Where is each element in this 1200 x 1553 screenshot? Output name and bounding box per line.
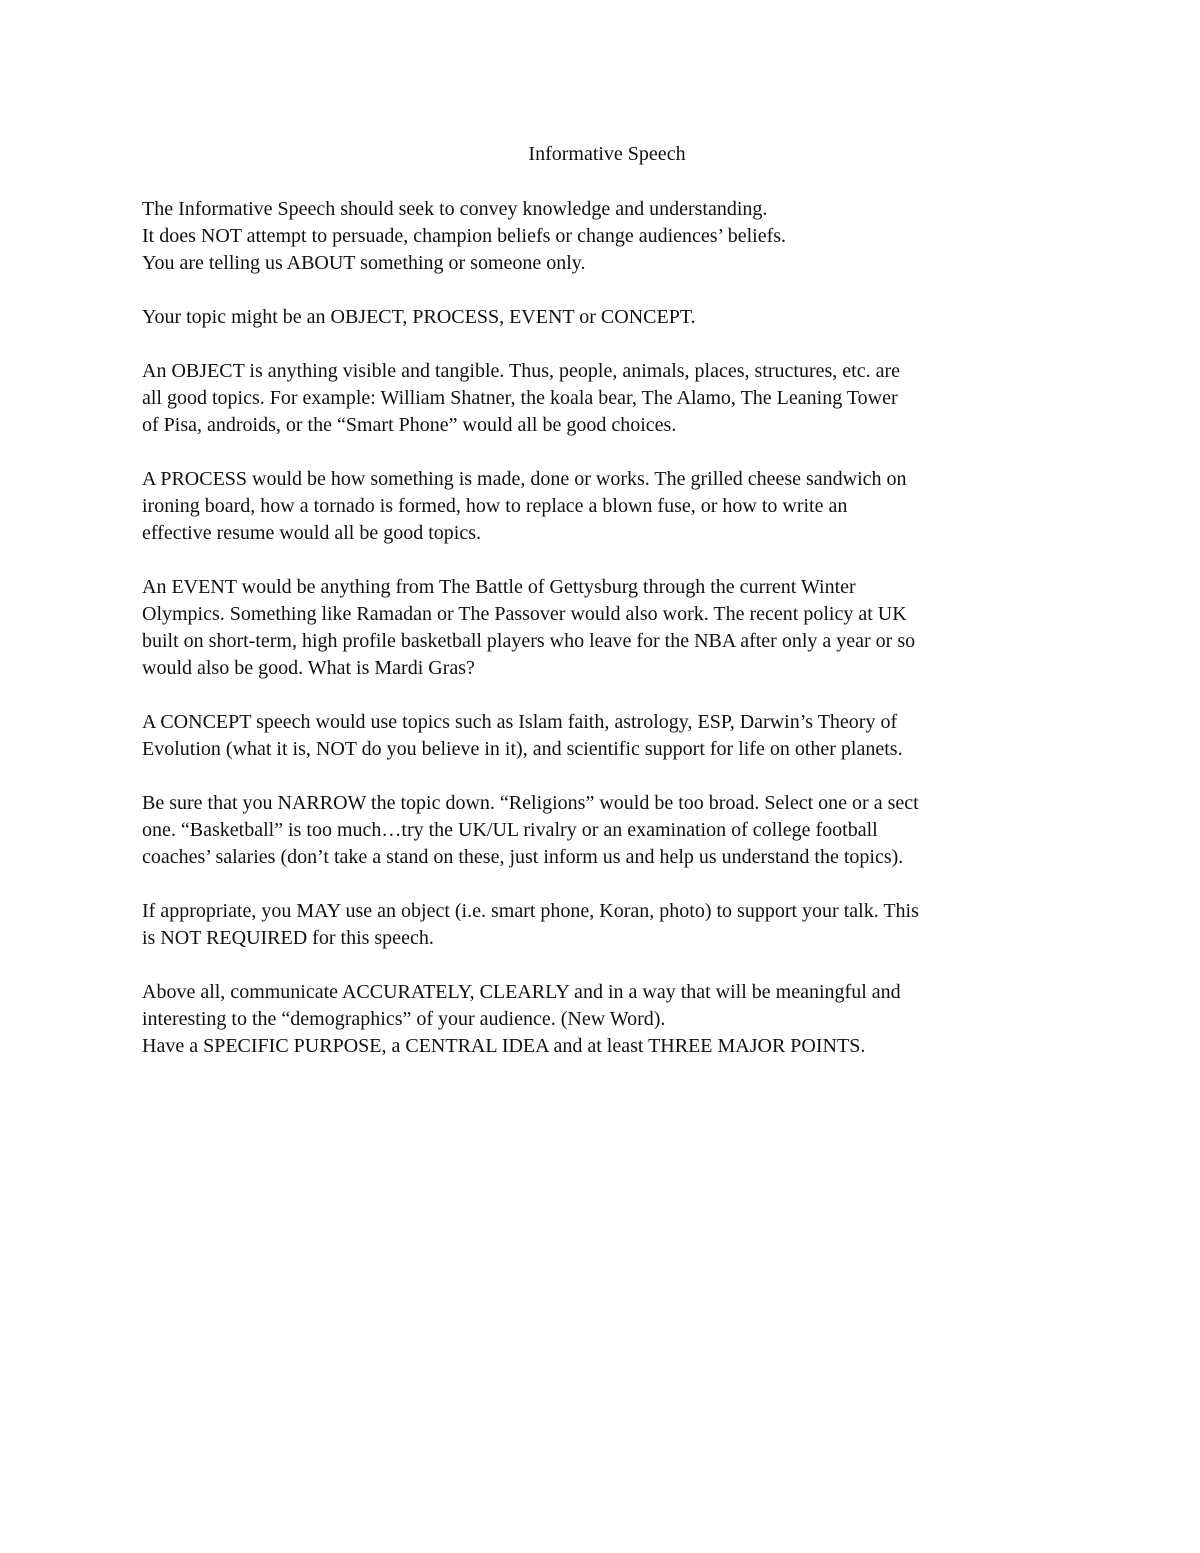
text-line: You are telling us ABOUT something or someone only. — [142, 252, 586, 274]
text-line: A CONCEPT speech would use topics such as Islam faith, astrology, ESP, Darwin’s Theory of — [142, 711, 898, 733]
document-title: Informative Speech — [528, 143, 686, 165]
text-line: one. “Basketball” is too much…try the UK/UL rivalry or an examination of college football — [142, 819, 878, 841]
paragraph-object-use — [142, 898, 1072, 952]
text-line: Your topic might be an OBJECT, PROCESS, EVENT or CONCEPT. — [142, 306, 696, 328]
text-line: Be sure that you NARROW the topic down. “Religions” would be too broad. Select one or a sect — [142, 792, 919, 814]
text-line: effective resume would all be good topics. — [142, 522, 481, 544]
text-line: An OBJECT is anything visible and tangible. Thus, people, animals, places, structures, etc. are — [142, 360, 900, 382]
paragraph-narrow — [142, 790, 1072, 871]
document-body — [142, 141, 1072, 1087]
paragraph-event — [142, 574, 1072, 682]
text-line: interesting to the “demographics” of your audience. (New Word). — [142, 1008, 666, 1030]
text-line: It does NOT attempt to persuade, champion beliefs or change audiences’ beliefs. — [142, 225, 787, 247]
text-line: A PROCESS would be how something is made, done or works. The grilled cheese sandwich on — [142, 468, 907, 490]
text-line: If appropriate, you MAY use an object (i.e. smart phone, Koran, photo) to support your talk. This — [142, 900, 919, 922]
text-line: coaches’ salaries (don’t take a stand on these, just inform us and help us understand the topics). — [142, 846, 904, 868]
paragraph-intro — [142, 196, 1072, 277]
paragraph-above-all — [142, 979, 1072, 1060]
text-line: The Informative Speech should seek to convey knowledge and understanding. — [142, 198, 768, 220]
text-line: built on short-term, high profile basketball players who leave for the NBA after only a year or so — [142, 630, 916, 652]
text-line: ironing board, how a tornado is formed, how to replace a blown fuse, or how to write an — [142, 495, 848, 517]
text-line: Above all, communicate ACCURATELY, CLEARLY and in a way that will be meaningful and — [142, 981, 901, 1003]
text-line: Olympics. Something like Ramadan or The Passover would also work. The recent policy at UK — [142, 603, 907, 625]
text-line: Evolution (what it is, NOT do you believe in it), and scientific support for life on other planets. — [142, 738, 903, 760]
text-line: all good topics. For example: William Shatner, the koala bear, The Alamo, The Leaning Tower — [142, 387, 898, 409]
paragraph-concept — [142, 709, 1072, 763]
text-line: Have a SPECIFIC PURPOSE, a CENTRAL IDEA and at least THREE MAJOR POINTS. — [142, 1035, 866, 1057]
text-line: is NOT REQUIRED for this speech. — [142, 927, 434, 949]
text-line: of Pisa, androids, or the “Smart Phone” would all be good choices. — [142, 414, 677, 436]
text-line: An EVENT would be anything from The Battle of Gettysburg through the current Winter — [142, 576, 856, 598]
paragraph-object — [142, 358, 1072, 439]
paragraph-topic-types — [142, 304, 1072, 331]
text-line: would also be good. What is Mardi Gras? — [142, 657, 475, 679]
paragraph-process — [142, 466, 1072, 547]
